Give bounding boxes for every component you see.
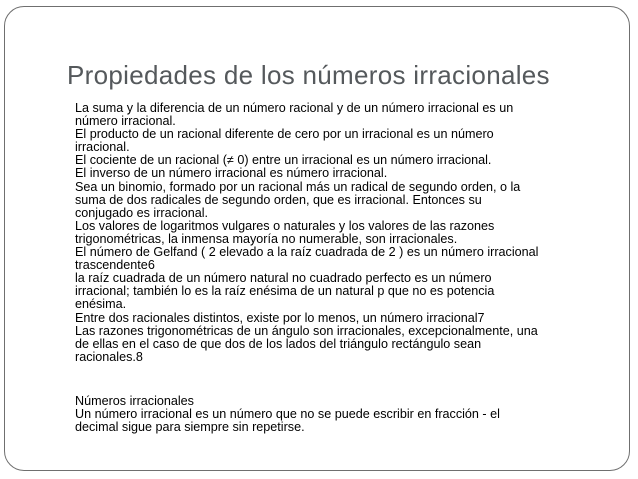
definition-line: decimal sigue para siempre sin repetirse. — [75, 420, 305, 435]
body-line: Las razones trigonométricas de un ángulo son irracionales, excepcionalmente, una — [75, 323, 538, 338]
slide-title: Propiedades de los números irracionales — [67, 60, 550, 90]
body-line: El inverso de un número irracional es número irracional. — [75, 166, 388, 181]
body-line: El cociente de un racional (≠ 0) entre un irracional es un número irracional. — [75, 153, 492, 168]
body-line: número irracional. — [75, 114, 176, 129]
body-line: irracional. — [75, 140, 130, 155]
paragraph-gap — [75, 364, 605, 395]
body-line: Los valores de logaritmos vulgares o naturales y los valores de las razones — [75, 218, 495, 233]
body-line: la raíz cuadrada de un número natural no cuadrado perfecto es un número — [75, 271, 492, 286]
body-line: irracional; también lo es la raíz enésima de un natural p que no es potencia — [75, 284, 495, 299]
body-line: trascendente6 — [75, 258, 155, 273]
body-line: La suma y la diferencia de un número racional y de un número irracional es un — [75, 101, 514, 115]
body-line: de ellas en el caso de que dos de los lados del triángulo rectángulo sean — [75, 336, 482, 351]
definition-heading: Números irracionales — [75, 393, 194, 408]
body-line: El número de Gelfand ( 2 elevado a la raíz cuadrada de 2 ) es un número irracional — [75, 245, 539, 260]
body-line: enésima. — [75, 297, 127, 312]
body-line: suma de dos radicales de segundo orden, que es irracional. Entonces su — [75, 192, 482, 207]
body-line: Sea un binomio, formado por un racional más un radical de segundo orden, o la — [75, 179, 521, 194]
definition-line: Un número irracional es un número que no se puede escribir en fracción - el — [75, 406, 500, 421]
body-line: Entre dos racionales distintos, existe por lo menos, un número irracional7 — [75, 310, 485, 325]
body-line: racionales.8 — [75, 349, 143, 364]
slide-body — [75, 102, 605, 434]
body-line: conjugado es irracional. — [75, 205, 209, 220]
body-line: trigonométricas, la inmensa mayoría no numerable, son irracionales. — [75, 231, 458, 246]
body-line: El producto de un racional diferente de cero por un irracional es un número — [75, 127, 494, 142]
